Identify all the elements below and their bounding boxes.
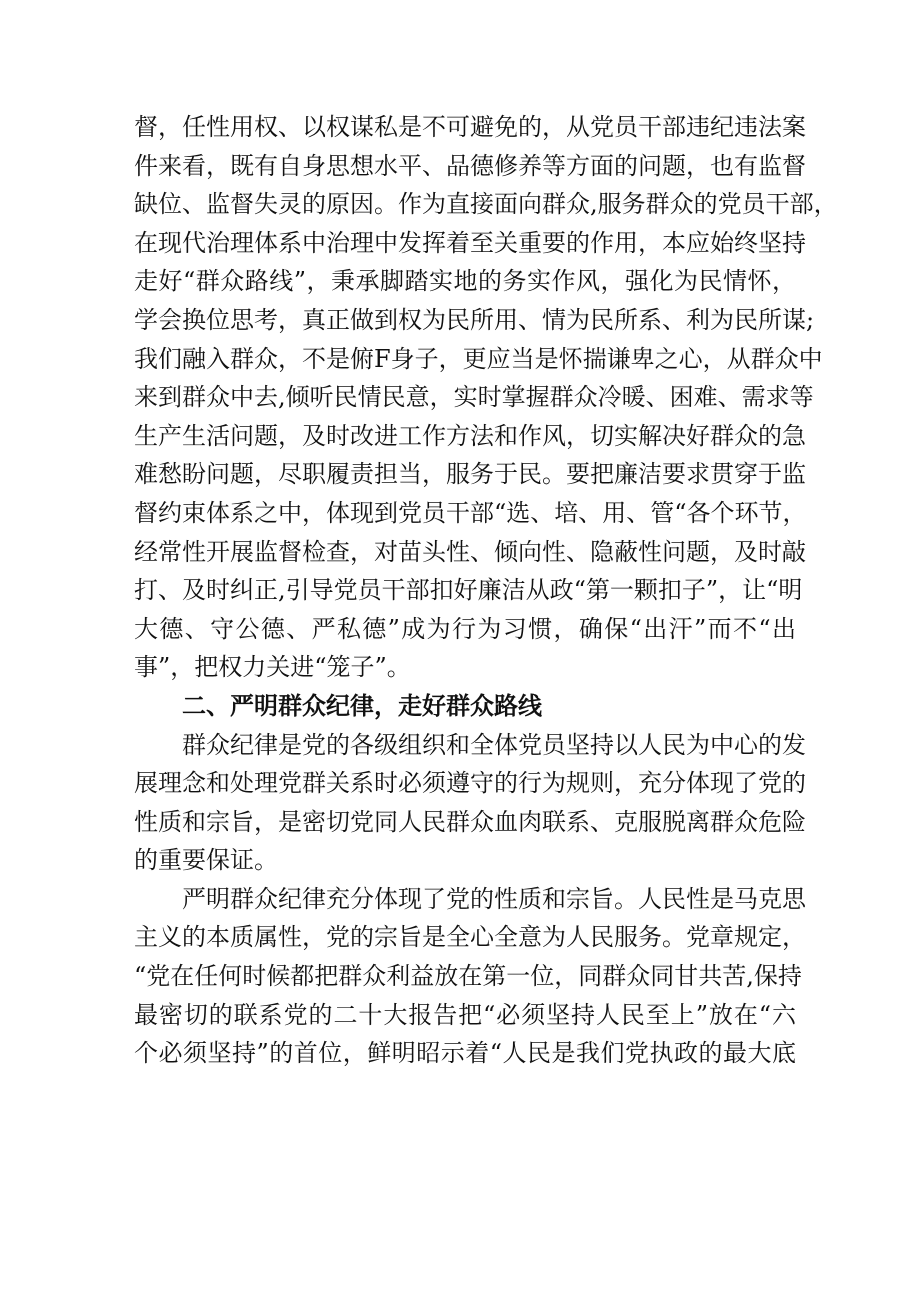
text-line: 来到群众中去,倾听民情民意，实时掌握群众冷暖、困难、需求等 <box>134 383 814 412</box>
text-line: 生产生活问题，及时改进工作方法和作风，切实解决好群众的急 <box>134 421 806 450</box>
paragraph-first-line: 群众纪律是党的各级组织和全体党员坚持以人民为中心的发 <box>182 730 806 759</box>
text-line: 个必须坚持”的首位，鲜明昭示着“人民是我们党执政的最大底 <box>134 1039 796 1068</box>
text-line: 缺位、监督失灵的原因。作为直接面向群众,服务群众的党员干部， <box>134 190 838 219</box>
text-line: 学会换位思考，真正做到权为民所用、情为民所系、利为民所谋; <box>134 305 815 334</box>
text-line: 打、及时纠正,引导党员干部扣好廉洁从政“第一颗扣子”，让“明 <box>134 576 803 605</box>
text-line: 的重要保证。 <box>134 846 278 875</box>
text-line: 在现代治理体系中治理中发挥着至关重要的作用，本应始终坚持 <box>134 228 806 257</box>
text-line: “党在任何时候都把群众利益放在第一位，同群众同甘共苦,保持 <box>134 962 802 991</box>
text-line: 件来看，既有自身思想水平、品德修养等方面的问题，也有监督 <box>134 151 806 180</box>
text-line: 督约束体系之中，体现到党员干部“选、培、用、管“各个环节， <box>134 498 807 527</box>
body-text <box>134 108 838 1073</box>
text-line: 经常性开展监督检查，对苗头性、倾向性、隐蔽性问题，及时敲 <box>134 537 806 566</box>
text-line: 主义的本质属性，党的宗旨是全心全意为人民服务。党章规定， <box>134 923 806 952</box>
text-line: 督，任性用权、以权谋私是不可避免的，从党员干部违纪违法案 <box>134 113 806 141</box>
text-line: 难愁盼问题，尽职履责担当，服务于民。要把廉洁要求贯穿于监 <box>134 460 806 489</box>
paragraph-first-line: 严明群众纪律充分体现了党的性质和宗旨。人民性是马克思 <box>182 884 806 913</box>
text-line: 大德、守公德、严私德”成为行为习惯，确保“出汗”而不“出 <box>134 614 796 643</box>
text-line: 性质和宗旨，是密切党同人民群众血肉联系、克服脱离群众危险 <box>134 807 806 836</box>
section-heading: 二、严明群众纪律，走好群众路线 <box>182 691 542 720</box>
text-line: 走好“群众路线”，秉承脚踏实地的务实作风，强化为民情怀， <box>134 267 796 296</box>
text-line: 事”，把权力关进“笼子”。 <box>134 653 411 682</box>
text-line: 我们融入群众，不是俯F身子，更应当是怀揣谦卑之心，从群众中 <box>134 344 823 373</box>
text-line: 展理念和处理党群关系时必须遵守的行为规则，充分体现了党的 <box>134 769 806 798</box>
text-line: 最密切的联系党的二十大报告把“必须坚持人民至上”放在“六 <box>134 1000 796 1029</box>
